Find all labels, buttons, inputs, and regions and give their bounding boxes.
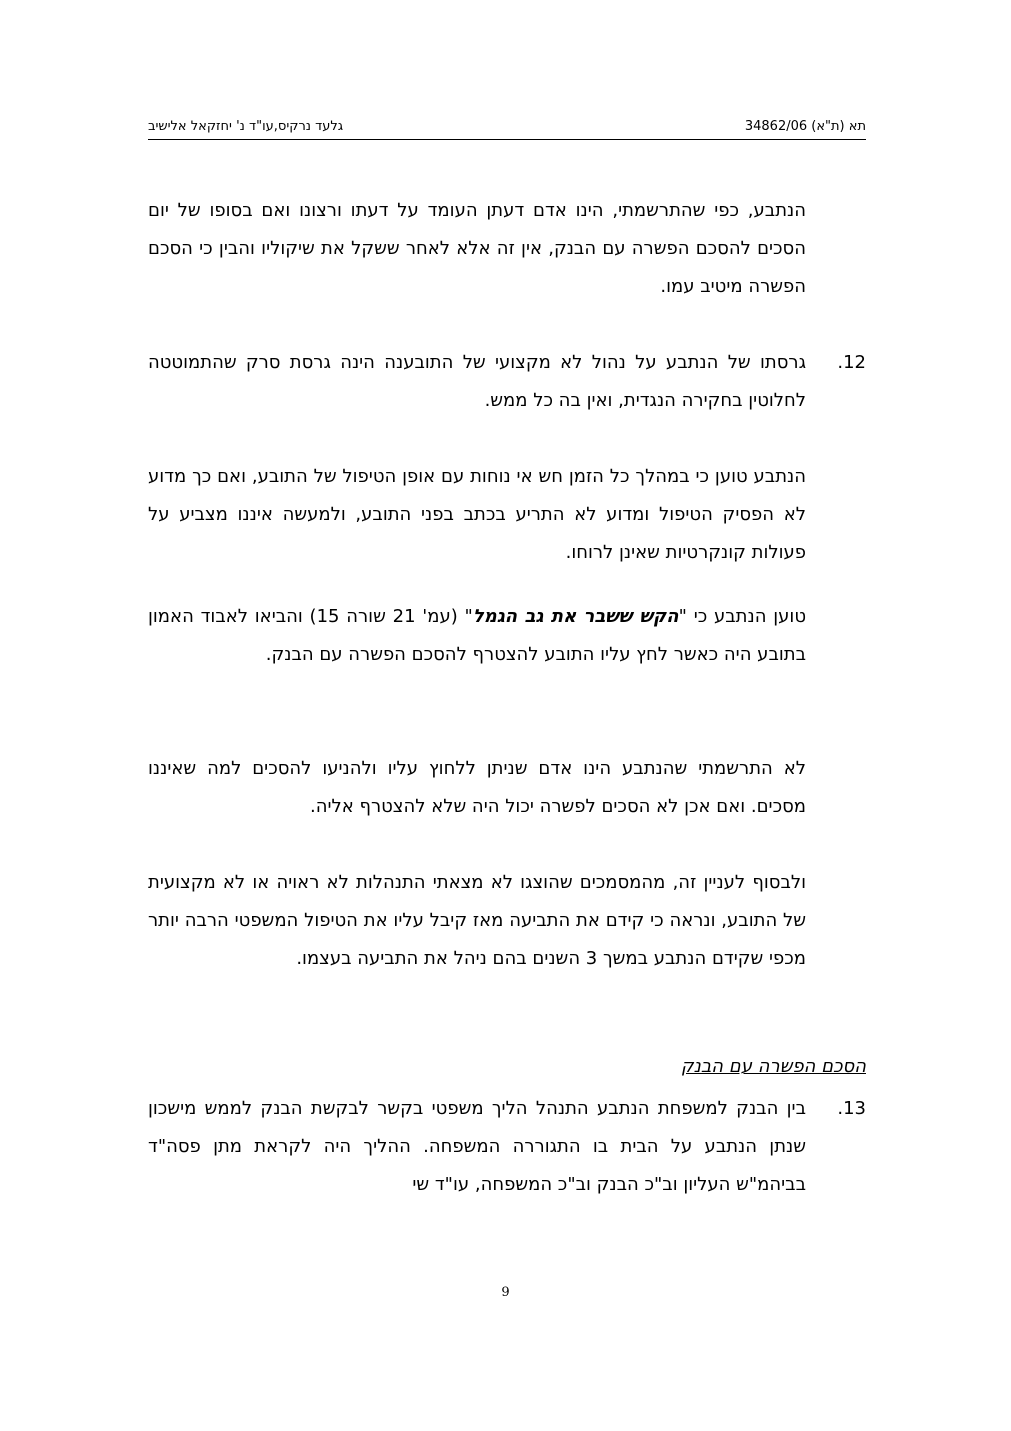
paragraph — [148, 458, 866, 572]
page-number: 9 — [501, 1285, 510, 1300]
paragraph — [148, 864, 866, 978]
paragraph-text — [148, 598, 806, 674]
case-parties: גלעד נרקיס,עו"ד נ' יחזקאל אלישיב — [148, 119, 344, 134]
text-segment: " (עמ' 21 שורה 15) והביאו לאבוד האמון בתובע היה כאשר לחץ עליו התובע להצטרף להסכם הפשרה עם הבנק. — [148, 606, 806, 665]
text-segment: טוען הנתבע כי " — [678, 606, 806, 627]
quoted-phrase: הקש ששבר את גב הגמל — [472, 606, 679, 627]
paragraph — [148, 192, 866, 306]
paragraph-13 — [148, 1090, 866, 1204]
paragraph-text: גרסתו של הנתבע על נהול לא מקצועי של התובענה הינה גרסת סרק שהתמוטטה לחלוטין בחקירה הנגדית, ואין בה כל ממש. — [148, 352, 806, 411]
page-header — [148, 119, 866, 140]
paragraph-text: ולבסוף לעניין זה, מהמסמכים שהוצגו לא מצאתי התנהלות לא ראויה או לא מקצועית של התובע, ונראה כי קידם את התביעה מאז קיבל עליו את הטיפול המשפטי הרבה יותר מכפי שקידם הנתבע במשך 3 השנים בהם ניהל את התביעה בעצמו. — [148, 872, 806, 969]
section-heading: הסכם הפשרה עם הבנק — [680, 1056, 866, 1077]
paragraph — [148, 750, 866, 826]
paragraph — [148, 598, 866, 674]
paragraph-12 — [148, 344, 866, 420]
paragraph-number: 13. — [837, 1098, 866, 1119]
paragraph-text: לא התרשמתי שהנתבע הינו אדם שניתן ללחוץ עליו ולהניעו להסכים למה שאיננו מסכים. ואם אכן לא הסכים לפשרה יכול היה שלא להצטרף אליה. — [148, 758, 806, 817]
case-number: תא (ת"א) 34862/06 — [744, 119, 866, 134]
paragraph-text: הנתבע, כפי שהתרשמתי, הינו אדם דעתן העומד על דעתו ורצונו ואם בסופו של יום הסכים להסכם הפשרה עם הבנק, אין זה אלא לאחר ששקל את שיקוליו והבין כי הסכם הפשרה מיטיב עמו. — [148, 200, 806, 297]
paragraph-number: 12. — [837, 352, 866, 373]
paragraph-text: בין הבנק למשפחת הנתבע התנהל הליך משפטי בקשר לבקשת הבנק לממש מישכון שנתן הנתבע על הבית בו התגוררה המשפחה. ההליך היה לקראת מתן פסה"ד בביהמ"ש העליון וב"כ הבנק וב"כ המשפחה, עו"ד שי — [148, 1098, 806, 1195]
paragraph-text: הנתבע טוען כי במהלך כל הזמן חש אי נוחות עם אופן הטיפול של התובע, ואם כך מדוע לא הפסיק הטיפול ומדוע לא התריע בכתב בפני התובע, ולמעשה איננו מצביע על פעולות קונקרטיות שאינן לרוחו. — [148, 466, 806, 563]
document-body — [148, 192, 866, 1222]
